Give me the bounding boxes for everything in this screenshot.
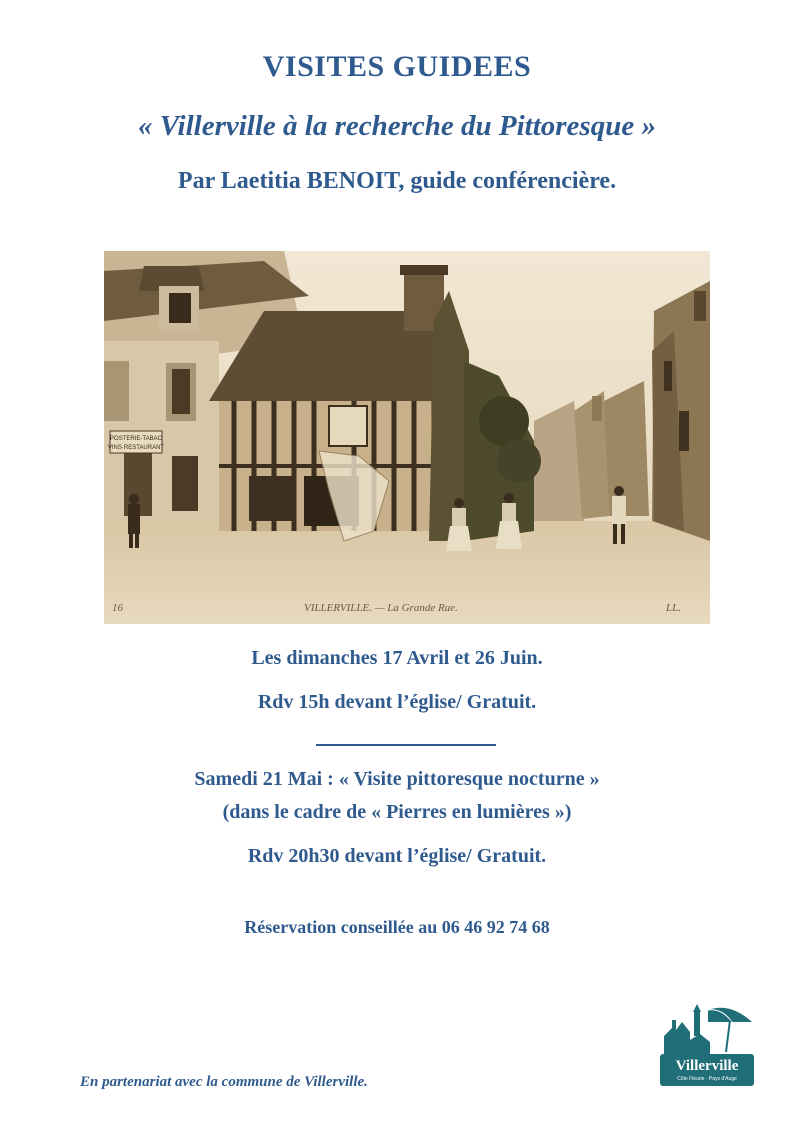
caption-number: 16 [112, 602, 123, 614]
partnership-note: En partenariat avec la commune de Villerville. [80, 1074, 368, 1090]
sepia-postcard-photo [104, 251, 710, 624]
section-divider [316, 744, 496, 746]
page-title: VISITES GUIDEES [262, 50, 532, 83]
caption-publisher: LL. [666, 602, 681, 614]
logo-tagline: Côte Fleurie · Pays d'Auge [677, 1076, 737, 1082]
page-subtitle: « Villerville à la recherche du Pittoresque » [138, 110, 656, 142]
logo-wordmark: Villerville [675, 1058, 739, 1074]
special-meeting-info: Rdv 20h30 devant l’église/ Gratuit. [247, 845, 547, 867]
villerville-logo [660, 1000, 754, 1086]
special-event-context: (dans le cadre de « Pierres en lumières ») [222, 801, 572, 823]
caption-text: VILLERVILLE. — La Grande Rue. [304, 602, 458, 614]
street-scene-illustration [104, 251, 710, 624]
shop-sign-line1: POSTERIE-TABAC [110, 436, 162, 442]
umbrella-icon [660, 1000, 754, 1086]
shop-sign-line2: VINS·RESTAURANT [107, 445, 165, 451]
reservation-info: Réservation conseillée au 06 46 92 74 68 [244, 917, 550, 937]
visit-dates: Les dimanches 17 Avril et 26 Juin. [251, 647, 543, 669]
guide-byline: Par Laetitia BENOIT, guide conférencière. [177, 168, 617, 194]
special-event: Samedi 21 Mai : « Visite pittoresque nocturne » [194, 768, 600, 790]
meeting-info: Rdv 15h devant l’église/ Gratuit. [257, 691, 537, 713]
